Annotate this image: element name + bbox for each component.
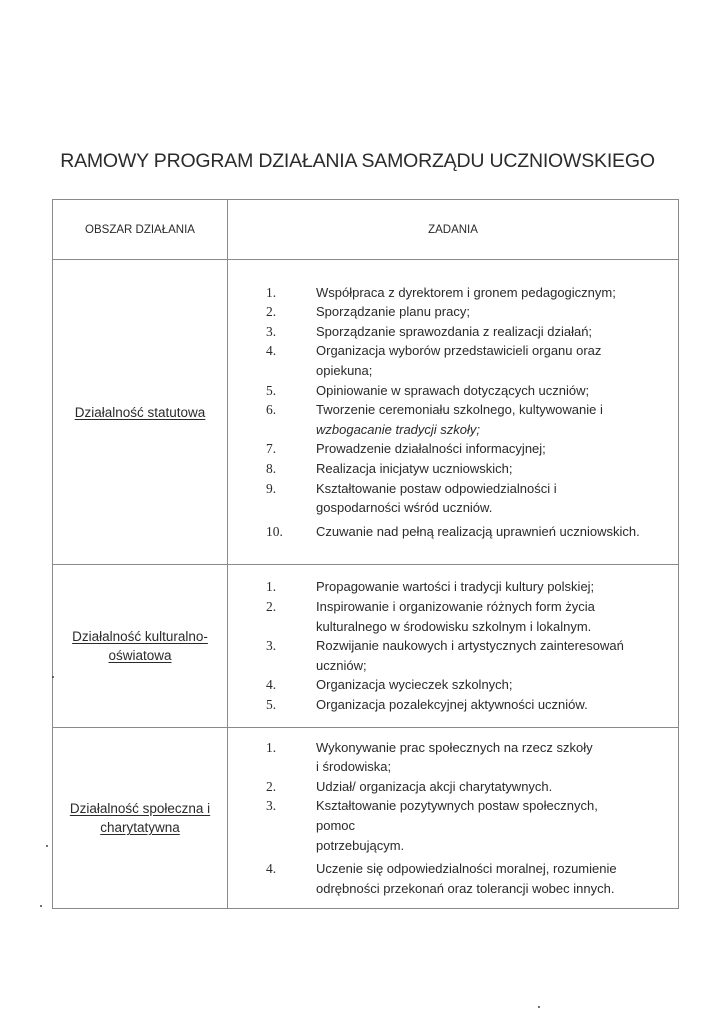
table-row: [53, 728, 679, 909]
area-label-line2: charytatywna: [100, 820, 180, 835]
area-cell: [53, 565, 228, 728]
task-list: [228, 283, 678, 542]
table-row: [53, 260, 679, 565]
list-item: 7. Prowadzenie działalności informacyjnej;: [266, 441, 546, 457]
list-item: 2. Inspirowanie i organizowanie różnych form życia kulturalnego w środowisku szkolnym i lokalnym.: [266, 599, 595, 634]
list-item: 10. Czuwanie nad pełną realizacją uprawnień uczniowskich.: [266, 523, 640, 539]
area-cell: [53, 728, 228, 909]
program-table: [52, 199, 679, 909]
tasks-cell: [228, 728, 679, 909]
tasks-cell: [228, 260, 679, 565]
table-header-row: [53, 200, 679, 260]
list-item: 2. Udział/ organizacja akcji charytatywnych.: [266, 778, 553, 794]
list-item: 1. Wykonywanie prac społecznych na rzecz szkoły i środowiska;: [266, 739, 593, 775]
task-list: [228, 577, 678, 714]
list-item: 2. Sporządzanie planu pracy;: [266, 304, 470, 320]
scan-speck: [46, 845, 48, 847]
area-label-line1: Działalność kulturalno-: [72, 629, 208, 644]
area-label: Działalność statutowa: [74, 404, 206, 420]
area-label-line2: oświatowa: [108, 648, 172, 663]
list-item: 5. Opiniowanie w sprawach dotyczących uczniów;: [266, 382, 590, 398]
tasks-cell: [228, 565, 679, 728]
area-label-line1: Działalność społeczna i: [69, 801, 211, 816]
scan-speck: [538, 1006, 540, 1008]
table-row: [53, 565, 679, 728]
document-title: RAMOWY PROGRAM DZIAŁANIA SAMORZĄDU UCZNIOWSKIEGO: [60, 150, 655, 172]
task-list: [228, 738, 678, 899]
list-item: 3. Kształtowanie pozytywnych postaw społecznych, pomoc potrzebującym.: [266, 798, 598, 853]
list-item: 4. Uczenie się odpowiedzialności moralnej, rozumienie odrębności przekonań oraz tolerancji wobec innych.: [266, 861, 617, 896]
scan-speck: [40, 905, 42, 907]
list-item: 5. Organizacja pozalekcyjnej aktywności uczniów.: [266, 696, 588, 712]
list-item: 1. Współpraca z dyrektorem i gronem pedagogicznym;: [266, 284, 616, 300]
header-tasks: ZADANIA: [228, 200, 679, 260]
list-item: 1. Propagowanie wartości i tradycji kultury polskiej;: [266, 579, 595, 595]
area-cell: [53, 260, 228, 565]
list-item: 9. Kształtowanie postaw odpowiedzialności i gospodarności wśród uczniów.: [266, 480, 557, 516]
list-item: 3. Sporządzanie sprawozdania z realizacji działań;: [266, 323, 593, 339]
list-item: 8. Realizacja inicjatyw uczniowskich;: [266, 460, 513, 476]
list-item: 4. Organizacja wycieczek szkolnych;: [266, 677, 513, 693]
list-item: 4. Organizacja wyborów przedstawicieli organu oraz opiekuna;: [266, 343, 602, 379]
header-area: OBSZAR DZIAŁANIA: [53, 200, 228, 260]
list-item: 3. Rozwijanie naukowych i artystycznych zainteresowań uczniów;: [266, 638, 624, 673]
list-item: 6. Tworzenie ceremoniału szkolnego, kultywowanie i wzbogacanie tradycji szkoły;: [266, 402, 603, 437]
scan-speck: [52, 676, 54, 678]
